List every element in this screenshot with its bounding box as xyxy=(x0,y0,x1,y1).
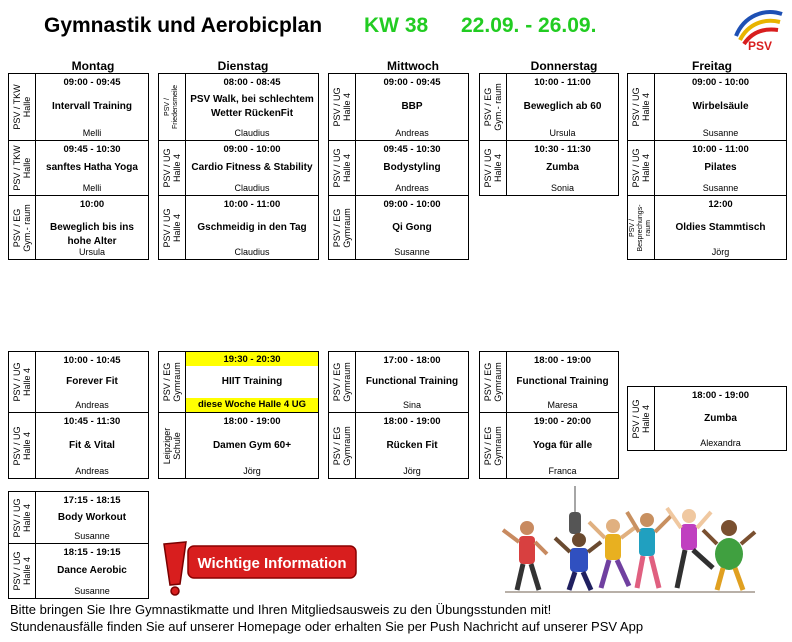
entry-location: PSV / EG Gymraum xyxy=(480,352,507,412)
entry-trainer: Franca xyxy=(548,466,577,476)
entry-location: PSV / EG Gym.- raum xyxy=(9,196,36,259)
week-label: KW 38 xyxy=(364,14,429,37)
entry-time: 10:00 xyxy=(79,199,105,210)
entry-trainer: Susanne xyxy=(74,531,110,541)
schedule-entry xyxy=(328,140,469,196)
entry-course: Gschmeidig in den Tag xyxy=(197,221,307,233)
entry-time: 18:00 - 19:00 xyxy=(383,416,441,427)
entry-location: PSV / UG Halle 4 xyxy=(9,492,36,543)
day-header-tuesday: Dienstag xyxy=(217,59,269,73)
schedule-entry xyxy=(8,491,149,544)
entry-location: PSV / UG Halle 4 xyxy=(329,74,356,140)
entry-location: Leipziger Schule xyxy=(159,413,186,478)
entry-trainer: Maresa xyxy=(547,400,578,410)
entry-location: PSV / UG Halle 4 xyxy=(329,141,356,195)
schedule-entry xyxy=(8,543,149,599)
entry-course: sanftes Hatha Yoga xyxy=(46,162,138,173)
entry-time: 09:00 - 10:00 xyxy=(691,77,750,88)
entry-trainer: Melli xyxy=(82,128,102,138)
entry-course: Beweglich ab 60 xyxy=(523,101,602,112)
entry-course: Qi Gong xyxy=(392,221,432,233)
day-header-monday: Montag xyxy=(71,59,115,73)
entry-trainer: Andreas xyxy=(75,400,109,410)
entry-trainer: Andreas xyxy=(75,466,109,476)
entry-location: PSV / UG Halle 4 xyxy=(9,544,36,598)
entry-location: PSV / EG Gymraum xyxy=(159,352,186,412)
entry-trainer: Melli xyxy=(82,183,102,193)
entry-trainer: Claudius xyxy=(234,128,270,138)
entry-course: HIIT Training xyxy=(221,376,283,387)
entry-location: PSV / Friedensmeile xyxy=(159,74,186,140)
entry-time: 09:45 - 10:30 xyxy=(63,144,121,155)
entry-course: Rücken Fit xyxy=(386,439,438,451)
entry-course: Damen Gym 60+ xyxy=(212,439,292,451)
entry-time: 09:00 - 10:00 xyxy=(383,199,441,210)
entry-trainer: Alexandra xyxy=(700,438,741,448)
entry-time: 17:15 - 18:15 xyxy=(63,495,121,506)
entry-time: 17:00 - 18:00 xyxy=(383,355,441,366)
entry-course: Zumba xyxy=(704,412,737,424)
schedule-entry xyxy=(158,140,319,196)
important-info-text: Wichtige Information xyxy=(197,555,347,572)
entry-location: PSV / Besprechungs- raum xyxy=(628,196,655,259)
entry-location: PSV / UG Halle 4 xyxy=(159,141,186,195)
entry-location: PSV / UG Halle 4 xyxy=(9,352,36,412)
entry-course: Oldies Stammtisch xyxy=(675,221,766,233)
entry-time: 09:00 - 09:45 xyxy=(383,77,441,88)
entry-time: 18:00 - 19:00 xyxy=(533,355,592,366)
schedule-entry xyxy=(328,351,469,413)
entry-course: PSV Walk, bei schlechtem Wetter RückenFit xyxy=(190,94,314,119)
logo-text: PSV xyxy=(748,39,773,53)
schedule-entry xyxy=(328,412,469,479)
entry-time: 19:00 - 20:00 xyxy=(533,416,592,427)
day-header-thursday: Donnerstag xyxy=(530,59,598,73)
entry-time: 09:00 - 10:00 xyxy=(223,144,281,155)
entry-time: 10:45 - 11:30 xyxy=(63,416,121,427)
entry-trainer: Ursula xyxy=(78,247,105,257)
entry-trainer: Jörg xyxy=(711,247,730,257)
entry-location: PSV / UG Halle 4 xyxy=(480,141,507,195)
entry-course: Functional Training xyxy=(516,376,609,387)
entry-trainer: Susanne xyxy=(394,247,430,257)
date-range: 22.09. - 26.09. xyxy=(461,14,597,37)
entry-course: BBP xyxy=(401,101,423,112)
entry-course: Functional Training xyxy=(365,376,459,387)
entry-course: Forever Fit xyxy=(66,376,118,387)
entry-time: 10:00 - 11:00 xyxy=(534,77,591,88)
entry-time: 19:30 - 20:30 xyxy=(223,354,281,365)
page-title: Gymnastik und Aerobicplan xyxy=(44,14,323,37)
entry-course: Cardio Fitness & Stability xyxy=(191,162,313,173)
schedule-entry xyxy=(627,140,787,196)
schedule-entry xyxy=(8,412,149,479)
entry-location: PSV / EG Gymraum xyxy=(329,352,356,412)
entry-location: PSV / EG Gymraum xyxy=(329,196,356,259)
entry-trainer: Claudius xyxy=(234,247,270,257)
schedule-entry xyxy=(328,73,469,141)
entry-trainer: Susanne xyxy=(74,586,110,596)
entry-time: 09:00 - 09:45 xyxy=(63,77,121,88)
entry-course: Fit & Vital xyxy=(69,439,115,451)
entry-course: Pilates xyxy=(704,162,737,173)
entry-course: Beweglich bis ins hohe Alter xyxy=(50,222,134,247)
entry-time: 12:00 xyxy=(708,199,733,210)
entry-time: 10:00 - 11:00 xyxy=(223,199,281,210)
entry-location: PSV / UG Halle 4 xyxy=(628,387,655,450)
entry-course: Bodystyling xyxy=(383,162,441,173)
schedule-entry xyxy=(158,73,319,141)
dancers-illustration xyxy=(497,482,762,598)
schedule-entry xyxy=(328,195,469,260)
schedule-entry xyxy=(158,195,319,260)
entry-course: Wirbelsäule xyxy=(692,101,749,112)
entry-location: PSV / EG Gymraum xyxy=(329,413,356,478)
psv-logo xyxy=(730,6,788,58)
entry-location: PSV / UG Halle 4 xyxy=(628,74,655,140)
entry-time: 18:00 - 19:00 xyxy=(223,416,281,427)
entry-trainer: Susanne xyxy=(702,128,739,138)
schedule-entry xyxy=(158,412,319,479)
punching-bag-icon xyxy=(569,512,581,534)
entry-location: PSV / EG Gym.- raum xyxy=(480,74,507,140)
entry-time: 18:00 - 19:00 xyxy=(691,390,750,401)
entry-time: 10:00 - 10:45 xyxy=(63,355,121,366)
schedule-entry xyxy=(479,73,619,141)
entry-location: PSV / EG Gymraum xyxy=(480,413,507,478)
footer-info-line2: Stundenausfälle finden Sie auf unserer Homepage oder erhalten Sie per Push Nachricht auf unserer PSV App xyxy=(10,619,644,634)
schedule-entry xyxy=(627,386,787,451)
entry-course: Intervall Training xyxy=(51,101,133,112)
entry-time: 18:15 - 19:15 xyxy=(63,547,121,558)
schedule-entry xyxy=(627,195,787,260)
entry-course: Body Workout xyxy=(57,511,127,523)
entry-trainer: Susanne xyxy=(702,183,739,193)
entry-location: PSV / UG Halle 4 xyxy=(628,141,655,195)
entry-time: 10:30 - 11:30 xyxy=(534,144,591,155)
important-info-banner xyxy=(160,538,360,596)
entry-location: PSV / UG Halle 4 xyxy=(159,196,186,259)
entry-time: 09:45 - 10:30 xyxy=(383,144,441,155)
schedule-entry xyxy=(8,140,149,196)
schedule-entry xyxy=(479,351,619,413)
schedule-entry xyxy=(8,73,149,141)
entry-trainer: Jörg xyxy=(243,466,261,476)
entry-course: Yoga für alle xyxy=(532,439,593,451)
entry-trainer: Ursula xyxy=(549,128,576,138)
entry-course: Zumba xyxy=(546,162,579,173)
entry-trainer: Claudius xyxy=(234,183,270,193)
entry-time: 10:00 - 11:00 xyxy=(692,144,749,155)
footer-info-line1: Bitte bringen Sie Ihre Gymnastikmatte und Ihren Mitgliedsausweis zu den Übungsstunden mit! xyxy=(10,602,552,617)
entry-note: diese Woche Halle 4 UG xyxy=(197,399,307,410)
day-header-friday: Freitag xyxy=(691,59,732,73)
schedule-entry xyxy=(479,412,619,479)
entry-trainer: Sonia xyxy=(550,183,575,193)
schedule-entry xyxy=(479,140,619,196)
schedule-entry xyxy=(627,73,787,141)
entry-location: PSV / UG Halle 4 xyxy=(9,413,36,478)
entry-trainer: Jörg xyxy=(403,466,421,476)
entry-location: PSV / TKW Halle xyxy=(9,74,36,140)
schedule-entry xyxy=(158,351,319,413)
exclamation-icon xyxy=(164,542,186,585)
entry-location: PSV / TKW Halle xyxy=(9,141,36,195)
schedule-entry xyxy=(8,351,149,413)
schedule-entry xyxy=(8,195,149,260)
entry-trainer: Andreas xyxy=(395,183,429,193)
entry-trainer: Andreas xyxy=(395,128,429,138)
entry-course: Dance Aerobic xyxy=(57,565,127,576)
entry-trainer: Sina xyxy=(402,400,421,410)
day-header-wednesday: Mittwoch xyxy=(387,59,439,73)
entry-time: 08:00 - 08:45 xyxy=(223,77,281,88)
